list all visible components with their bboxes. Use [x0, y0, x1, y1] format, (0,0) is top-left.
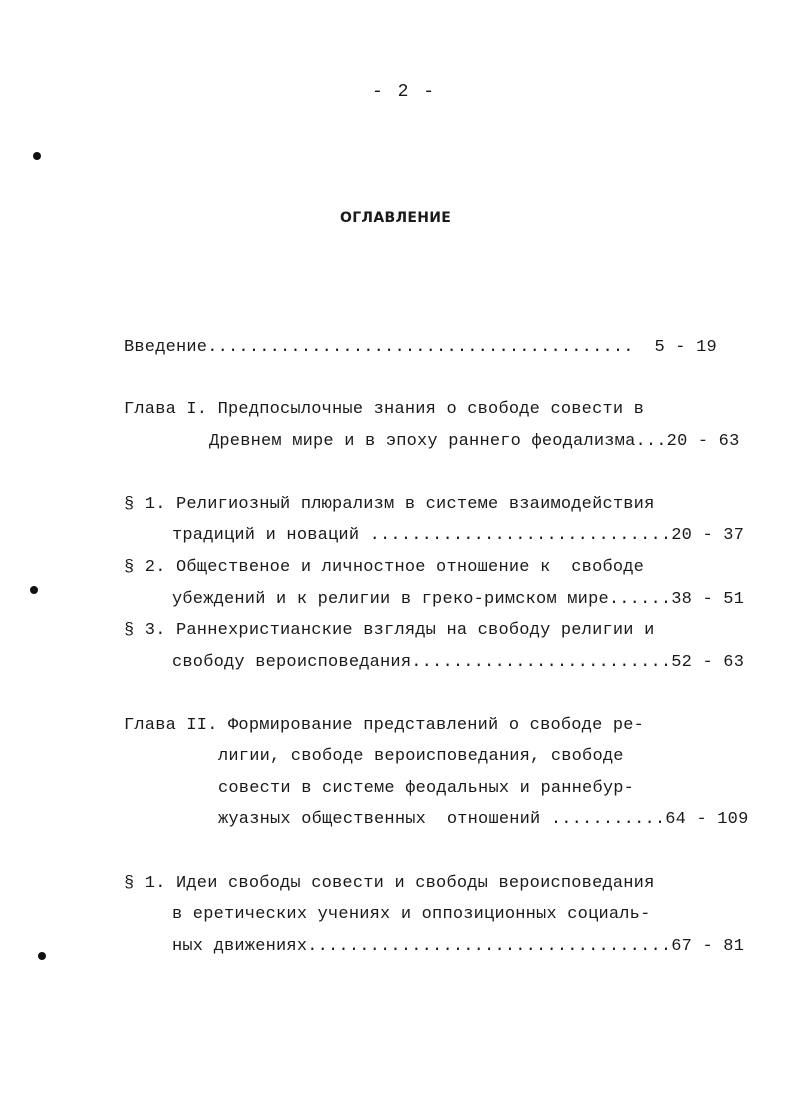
toc-entry-ch1-section-2: § 2. Общественое и личностное отношение к свободе — [124, 558, 645, 577]
toc-entry-ch1-section-3-cont: свободу вероисповедания.........................52 - 63 — [172, 653, 745, 672]
binding-hole-mark — [33, 152, 41, 160]
toc-entry-chapter-2-cont-1: лигии, свободе вероисповедания, свободе — [218, 747, 624, 766]
toc-entry-chapter-1-cont: Древнем мире и в эпоху раннего феодализма...20 - 63 — [209, 432, 740, 451]
toc-entry-ch2-section-1-cont-1: в еретических учениях и оппозиционных социаль- — [172, 905, 651, 924]
table-of-contents-heading: ОГЛАВЛЕНИЕ — [340, 210, 452, 226]
toc-entry-chapter-2-cont-2: совести в системе феодальных и раннебур- — [218, 779, 635, 798]
toc-entry-ch2-section-1: § 1. Идеи свободы совести и свободы вероисповедания — [124, 874, 655, 893]
toc-entry-chapter-2: Глава II. Формирование представлений о свободе ре- — [124, 716, 645, 735]
toc-entry-ch1-section-2-cont: убеждений и к религии в греко-римском мире......38 - 51 — [172, 590, 745, 609]
toc-entry-ch1-section-1-cont: традиций и новаций .............................20 - 37 — [172, 526, 745, 545]
page-number: - 2 - — [372, 82, 437, 102]
toc-entry-chapter-1: Глава I. Предпосылочные знания о свободе совести в — [124, 400, 645, 419]
toc-entry-ch2-section-1-cont-2: ных движениях...................................67 - 81 — [172, 937, 745, 956]
binding-hole-mark — [38, 952, 46, 960]
toc-entry-ch1-section-3: § 3. Раннехристианские взгляды на свободу религии и — [124, 621, 655, 640]
toc-entry-chapter-2-cont-3: жуазных общественных отношений ...........64 - 109 — [218, 810, 749, 829]
toc-entry-ch1-section-1: § 1. Религиозный плюрализм в системе взаимодействия — [124, 495, 655, 514]
toc-entry-introduction: Введение......................................... 5 - 19 — [124, 338, 717, 357]
binding-hole-mark — [30, 586, 38, 594]
